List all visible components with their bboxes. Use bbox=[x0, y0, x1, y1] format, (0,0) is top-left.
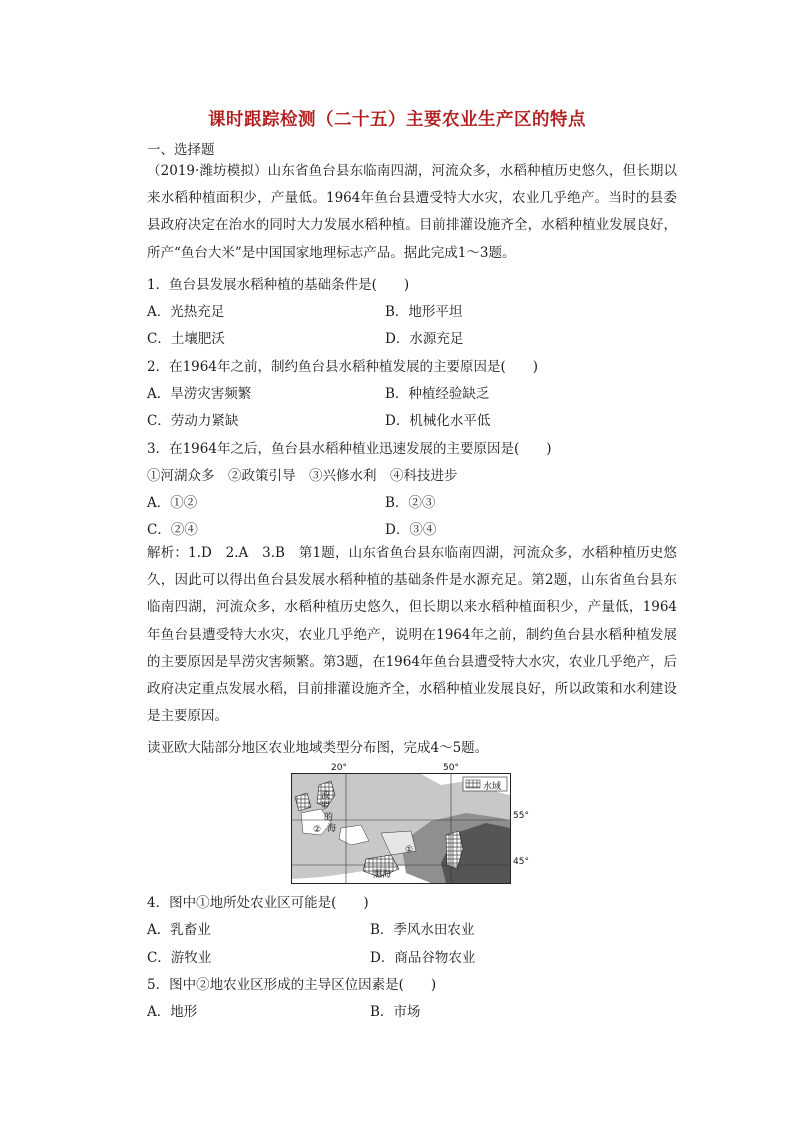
map-label-de: 的 bbox=[324, 813, 334, 823]
question-1-option-a: A．光热充足 bbox=[147, 304, 225, 320]
question-1-option-b: B．地形平坦 bbox=[385, 304, 463, 320]
question-4-stem: 4．图中①地所处农业区可能是( ) bbox=[147, 895, 369, 911]
question-2-option-d: D．机械化水平低 bbox=[385, 413, 491, 429]
question-1-option-d: D．水源充足 bbox=[385, 331, 464, 347]
section-heading: 一、选择题 bbox=[147, 142, 215, 158]
map-label-bo: 波 bbox=[321, 791, 331, 801]
longitude-label-20: 20° bbox=[331, 763, 347, 773]
question-3-choices: ①河湖众多 ②政策引导 ③兴修水利 ④科技进步 bbox=[147, 468, 458, 484]
latitude-label-45: 45° bbox=[513, 857, 529, 867]
question-3-option-d: D．③④ bbox=[385, 522, 437, 538]
question-2-option-b: B．种植经验缺乏 bbox=[385, 386, 490, 402]
page-title: 课时跟踪检测（二十五）主要农业生产区的特点 bbox=[208, 110, 586, 130]
question-5-option-a: A．地形 bbox=[147, 1004, 198, 1020]
question-1-option-c: C．土壤肥沃 bbox=[147, 331, 225, 347]
map-label-hai: 海 bbox=[327, 824, 337, 834]
map-label-luo: 罗 bbox=[321, 802, 331, 812]
question-3-option-a: A．①② bbox=[147, 495, 198, 511]
question-2-option-a: A．旱涝灾害频繁 bbox=[147, 386, 252, 402]
question-4-option-c: C．游牧业 bbox=[147, 950, 212, 966]
question-4-option-b: B．季风水田农业 bbox=[370, 922, 475, 938]
question-3-option-c: C．②④ bbox=[147, 522, 198, 538]
question-5-stem: 5．图中②地农业区形成的主导区位因素是( ) bbox=[147, 977, 437, 993]
map-marker-2: ② bbox=[313, 825, 322, 835]
question-4-option-a: A．乳畜业 bbox=[147, 922, 211, 938]
legend-water-label: 水域 bbox=[483, 782, 502, 792]
question-1-stem: 1．鱼台县发展水稻种植的基础条件是( ) bbox=[147, 277, 410, 293]
question-2-stem: 2．在1964年之前，制约鱼台县水稻种植发展的主要原因是( ) bbox=[147, 359, 538, 375]
question-2-option-c: C．劳动力紧缺 bbox=[147, 413, 239, 429]
map-marker-1: ① bbox=[405, 845, 414, 855]
map-label-black-sea: 黑海 bbox=[373, 870, 392, 880]
map-question-intro: 读亚欧大陆部分地区农业地域类型分布图，完成4～5题。 bbox=[147, 740, 489, 756]
latitude-label-55: 55° bbox=[513, 811, 529, 821]
intro-paragraph: （2019·潍坊模拟）山东省鱼台县东临南四湖，河流众多，水稻种植历史悠久，但长期以来水稻种植面积少，产量低。1964年鱼台县遭受特大水灾，农业几乎绝产。当时的县委县政府决定在治水的同时大力发展水稻种植。目前排灌设施齐全，水稻种植业发展良好，所产“鱼台大米”是中国国家地理标志产品。据此完成1～3题。 bbox=[147, 163, 677, 261]
question-3-option-b: B．②③ bbox=[385, 495, 436, 511]
question-3-stem: 3．在1964年之后，鱼台县水稻种植业迅速发展的主要原因是( ) bbox=[147, 441, 552, 457]
question-5-option-b: B．市场 bbox=[370, 1004, 421, 1020]
agriculture-region-map bbox=[291, 763, 529, 884]
analysis-paragraph: 解析：1.D 2.A 3.B 第1题，山东省鱼台县东临南四湖，河流众多，水稻种植历史悠久，因此可以得出鱼台县发展水稻种植的基础条件是水源充足。第2题，山东省鱼台县东临南四湖，河流众多，水稻种植历史悠久，但长期以来水稻种植面积少，产量低，1964年鱼台县遭受特大水灾，农业几乎绝产，说明在1964年之前，制约鱼台县水稻种植发展的主要原因是旱涝灾害频繁。第3题，在1964年鱼台县遭受特大水灾，农业几乎绝产，后政府决定重点发展水稻，目前排灌设施齐全，水稻种植业发展良好，所以政策和水利建设是主要原因。 bbox=[147, 545, 677, 725]
question-4-option-d: D．商品谷物农业 bbox=[370, 950, 476, 966]
longitude-label-50: 50° bbox=[443, 763, 459, 773]
legend-water-swatch bbox=[466, 780, 480, 788]
